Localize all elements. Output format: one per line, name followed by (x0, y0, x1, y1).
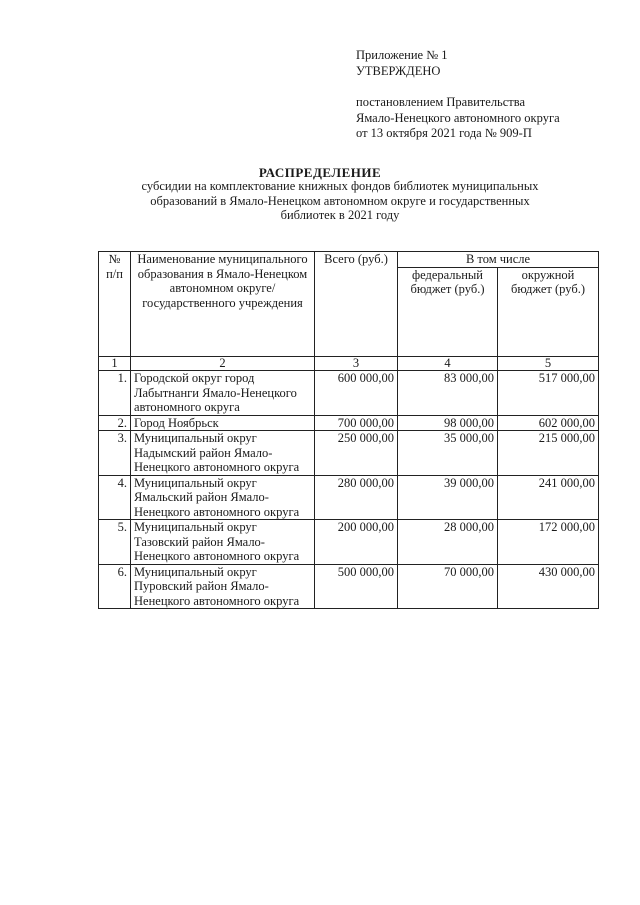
subtitle-line-3: библиотек в 2021 году (280, 208, 400, 222)
row-number: 1. (99, 371, 131, 416)
row-federal: 35 000,00 (398, 431, 498, 476)
row-total: 600 000,00 (315, 371, 398, 416)
row-number: 2. (99, 415, 131, 431)
row-federal: 28 000,00 (398, 520, 498, 565)
header-district: окружной бюджет (руб.) (498, 267, 599, 357)
subtitle-line-1: субсидии на комплектование книжных фондов библиотек муниципальных (141, 179, 539, 193)
header-including: В том числе (398, 252, 599, 268)
column-numbers-row (99, 357, 599, 371)
row-number: 5. (99, 520, 131, 565)
table-row (99, 371, 599, 416)
header-num: № п/п (99, 252, 131, 357)
government-name: Ямало-Ненецкого автономного округа (356, 110, 560, 125)
resolution-label: постановлением Правительства (356, 95, 526, 109)
table-row (99, 475, 599, 520)
row-name: Муниципальный округ Ямальский район Ямало-Ненецкого автономного округа (131, 475, 315, 520)
row-total: 250 000,00 (315, 431, 398, 476)
row-federal: 98 000,00 (398, 415, 498, 431)
row-total: 500 000,00 (315, 564, 398, 609)
table-row (99, 564, 599, 609)
row-district: 602 000,00 (498, 415, 599, 431)
column-number: 2 (131, 357, 315, 371)
row-district: 241 000,00 (498, 475, 599, 520)
subtitle-line-2: образований в Ямало-Ненецком автономном округе и государственных (150, 193, 530, 208)
row-district: 430 000,00 (498, 564, 599, 609)
row-federal: 70 000,00 (398, 564, 498, 609)
approved-label: УТВЕРЖДЕНО (356, 63, 441, 78)
row-number: 6. (99, 564, 131, 609)
row-name: Муниципальный округ Пуровский район Ямало-Ненецкого автономного округа (131, 564, 315, 609)
row-total: 700 000,00 (315, 415, 398, 431)
column-number: 4 (398, 357, 498, 371)
row-total: 200 000,00 (315, 520, 398, 565)
resolution-date: от 13 октября 2021 года № 909-П (356, 126, 532, 140)
table-row (99, 431, 599, 476)
row-federal: 39 000,00 (398, 475, 498, 520)
document-subtitle (100, 179, 580, 223)
appendix-number: Приложение № 1 (356, 48, 448, 62)
header-federal: федеральный бюджет (руб.) (398, 267, 498, 357)
row-total: 280 000,00 (315, 475, 398, 520)
row-name: Городской округ город Лабытнанги Ямало-Ненецкого автономного округа (131, 371, 315, 416)
header-name: Наименование муниципального образования в Ямало-Ненецком автономном округе/ государственного учреждения (131, 252, 315, 357)
table-row (99, 415, 599, 431)
row-district: 517 000,00 (498, 371, 599, 416)
document-title: РАСПРЕДЕЛЕНИЕ (258, 165, 382, 180)
header-total: Всего (руб.) (315, 252, 398, 357)
row-name: Муниципальный округ Тазовский район Ямало-Ненецкого автономного округа (131, 520, 315, 565)
row-name: Город Ноябрьск (131, 415, 315, 431)
approval-block (356, 48, 626, 142)
header-row (99, 252, 599, 268)
row-number: 3. (99, 431, 131, 476)
row-federal: 83 000,00 (398, 371, 498, 416)
row-name: Муниципальный округ Надымский район Ямало-Ненецкого автономного округа (131, 431, 315, 476)
column-number: 5 (498, 357, 599, 371)
column-number: 3 (315, 357, 398, 371)
row-district: 172 000,00 (498, 520, 599, 565)
row-district: 215 000,00 (498, 431, 599, 476)
distribution-table (98, 251, 599, 609)
column-number: 1 (99, 357, 131, 371)
table-row (99, 520, 599, 565)
row-number: 4. (99, 475, 131, 520)
